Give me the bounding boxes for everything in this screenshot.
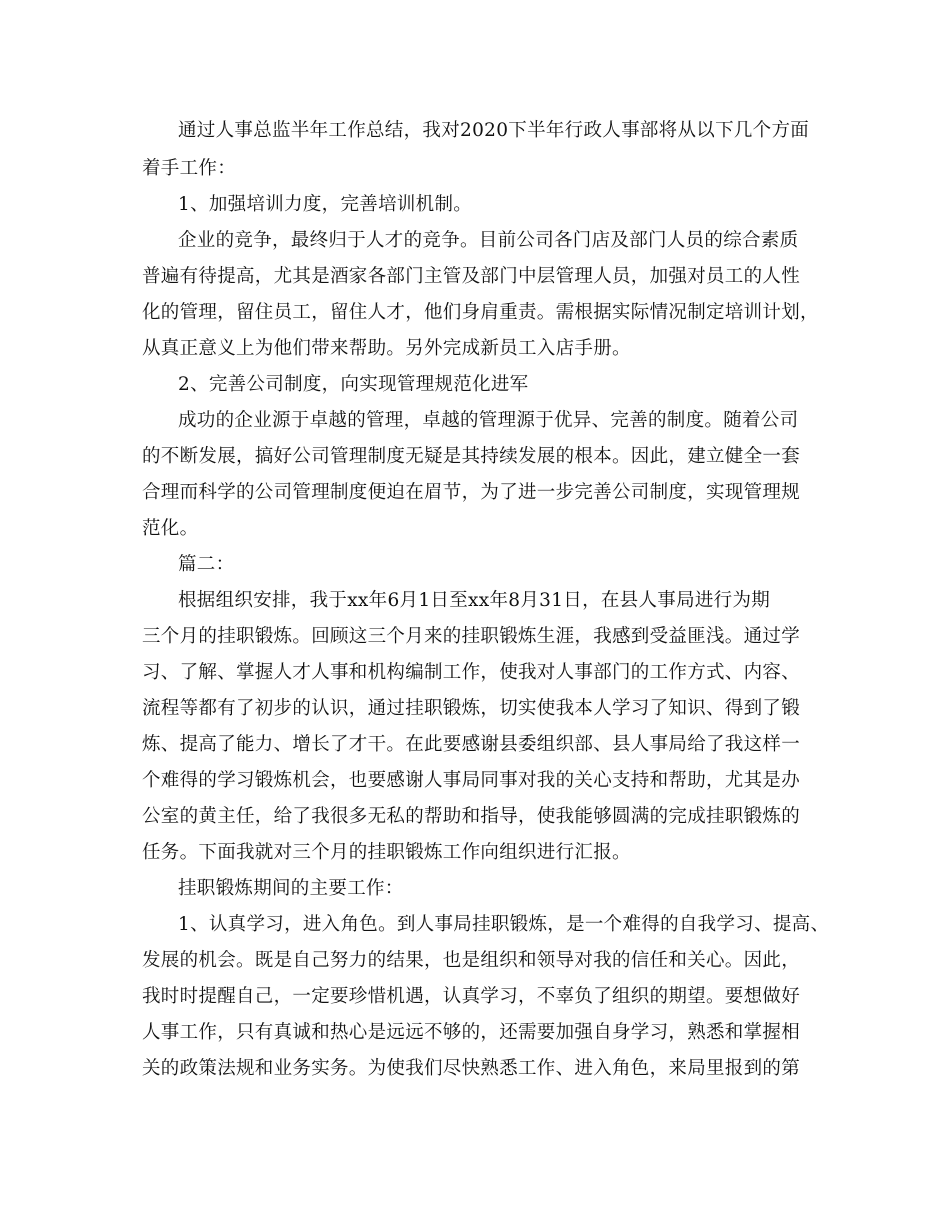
text-line: 的不断发展，搞好公司管理制度无疑是其持续发展的根本。因此，建立健全一套 [142, 446, 801, 467]
text-line: 企业的竞争，最终归于人才的竞争。目前公司各门店及部门人员的综合素质 [178, 230, 799, 251]
text-line: 公室的黄主任，给了我很多无私的帮助和指导，使我能够圆满的完成挂职锻炼的 [142, 806, 801, 827]
text-line: 我时时提醒自己，一定要珍惜机遇，认真学习，不辜负了组织的期望。要想做好 [142, 986, 801, 1007]
text-line: 化的管理，留住员工，留住人才，他们身肩重责。需根据实际情况制定培训计划， [142, 302, 819, 323]
text-line: 人事工作，只有真诚和热心是远远不够的，还需要加强自身学习，熟悉和掌握相 [142, 1022, 801, 1043]
text-line: 挂职锻炼期间的主要工作： [178, 878, 404, 899]
text-line: 个难得的学习锻炼机会，也要感谢人事局同事对我的关心支持和帮助，尤其是办 [142, 770, 801, 791]
text-line: 任务。下面我就对三个月的挂职锻炼工作向组织进行汇报。 [142, 842, 631, 863]
text-line: 根据组织安排，我于xx年6月1日至xx年8月31日，在县人事局进行为期 [178, 590, 771, 611]
text-line: 习、了解、掌握人才人事和机构编制工作，使我对人事部门的工作方式、内容、 [142, 662, 801, 683]
text-line: 通过人事总监半年工作总结，我对2020下半年行政人事部将从以下几个方面 [178, 120, 810, 141]
text-line: 三个月的挂职锻炼。回顾这三个月来的挂职锻炼生涯，我感到受益匪浅。通过学 [142, 626, 801, 647]
text-line: 2、完善公司制度，向实现管理规范化进军 [178, 374, 529, 395]
text-line: 范化。 [142, 518, 199, 539]
text-line: 普遍有待提高，尤其是酒家各部门主管及部门中层管理人员，加强对员工的人性 [142, 266, 801, 287]
text-line: 流程等都有了初步的认识，通过挂职锻炼，切实使我本人学习了知识、得到了锻 [142, 698, 801, 719]
text-line: 发展的机会。既是自己努力的结果，也是组织和领导对我的信任和关心。因此， [142, 950, 801, 971]
text-line: 1、认真学习，进入角色。到人事局挂职锻炼，是一个难得的自我学习、提高、 [178, 914, 830, 935]
text-line: 篇二： [178, 554, 235, 575]
text-line: 从真正意义上为他们带来帮助。另外完成新员工入店手册。 [142, 338, 631, 359]
text-line: 1、加强培训力度，完善培训机制。 [178, 194, 473, 215]
text-line: 着手工作： [142, 158, 237, 179]
text-line: 关的政策法规和业务实务。为使我们尽快熟悉工作、进入角色，来局里报到的第 [142, 1058, 801, 1079]
text-line: 成功的企业源于卓越的管理，卓越的管理源于优异、完善的制度。随着公司 [178, 410, 799, 431]
text-line: 合理而科学的公司管理制度便迫在眉节，为了进一步完善公司制度，实现管理规 [142, 482, 801, 503]
text-line: 炼、提高了能力、增长了才干。在此要感谢县委组织部、县人事局给了我这样一 [142, 734, 801, 755]
